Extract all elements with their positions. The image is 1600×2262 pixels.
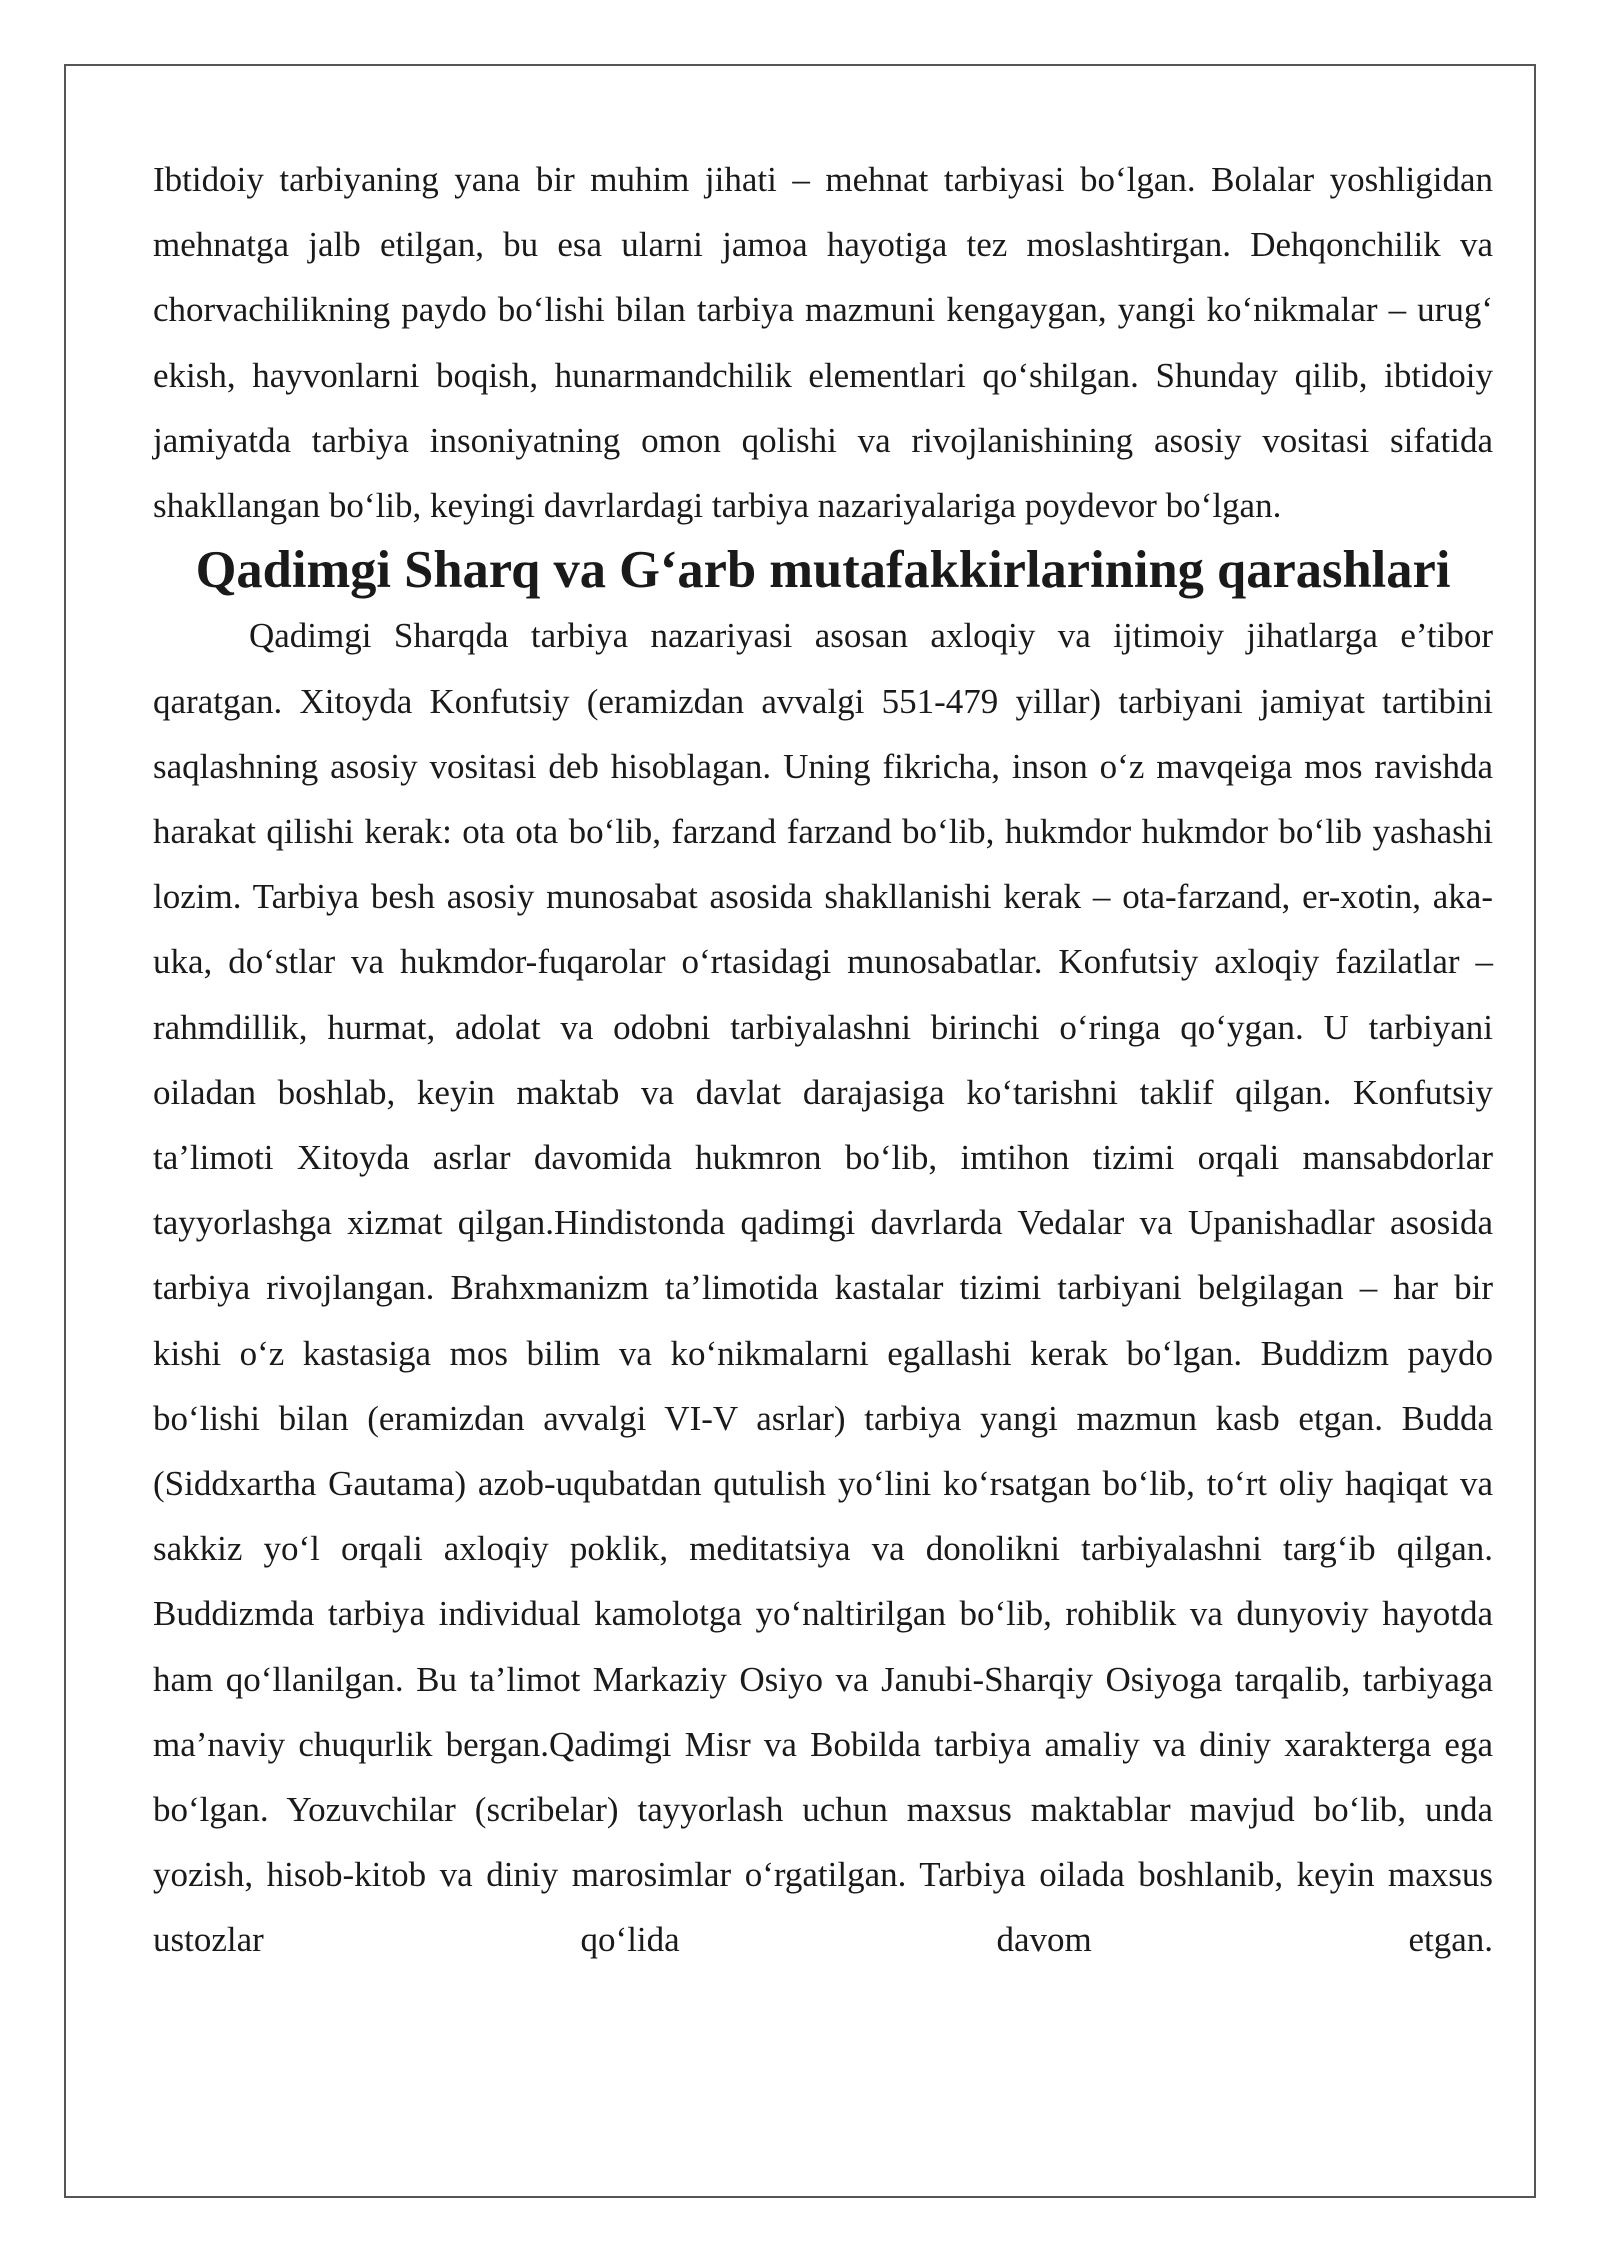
section-heading: Qadimgi Sharq va G‘arb mutafakkirlarining qarashlari [195,541,1451,600]
paragraph-ancient-east: Qadimgi Sharqda tarbiya nazariyasi asosan axloqiy va ijtimoiy jihatlarga e’tibor qaratgan. Xitoyda Konfutsiy (eramizdan avvalgi 551-479 yillar) tarbiyani jamiyat tartibini saqlashning asosiy vositasi deb hisoblagan. Uning fikricha, inson o‘z mavqeiga mos ravishda harakat qilishi kerak: ota ota bo‘lib, farzand farzand bo‘lib, hukmdor hukmdor bo‘lib yashashi lozim. Tarbiya besh asosiy munosabat asosida shakllanishi kerak – ota-farzand, er-xotin, aka-uka, do‘stlar va hukmdor-fuqarolar o‘rtasidagi munosabatlar. Konfutsiy axloqiy fazilatlar – rahmdillik, hurmat, adolat va odobni tarbiyalashni birinchi o‘ringa qo‘ygan. U tarbiyani oiladan boshlab, keyin maktab va davlat darajasiga ko‘tarishni taklif qilgan. Konfutsiy ta’limoti Xitoyda asrlar davomida hukmron bo‘lib, imtihon tizimi orqali mansabdorlar tayyorlashga xizmat qilgan.Hindistonda qadimgi davrlarda Vedalar va Upanishadlar asosida tarbiya rivojlangan. Brahxmanizm ta’limotida kastalar tizimi tarbiyani belgilagan – har bir kishi o‘z kastasiga mos bilim va ko‘nikmalarni egallashi kerak bo‘lgan. Buddizm paydo bo‘lishi bilan (eramizdan avvalgi VI-V asrlar) tarbiya yangi mazmun kasb etgan. Budda (Siddxartha Gautama) azob-uqubatdan qutulish yo‘lini ko‘rsatgan bo‘lib, to‘rt oliy haqiqat va sakkiz yo‘l orqali axloqiy poklik, meditatsiya va donolikni tarbiyalashni targ‘ib qilgan. Buddizmda tarbiya individual kamolotga yo‘naltirilgan bo‘lib, rohiblik va dunyoviy hayotda ham qo‘llanilgan. Bu ta’limot Markaziy Osiyo va Janubi-Sharqiy Osiyoga tarqalib, tarbiyaga ma’naviy chuqurlik bergan.Qadimgi Misr va Bobilda tarbiya amaliy va diniy xarakterga ega bo‘lgan. Yozuvchilar (scribelar) tayyorlash uchun maxsus maktablar mavjud bo‘lib, unda yozish, hisob-kitob va diniy marosimlar o‘rgatilgan. Tarbiya oilada boshlanib, keyin maxsus ustozlar qo‘lida davom etgan. [153,616,1493,1960]
paragraph-labor-education: Ibtidoiy tarbiyaning yana bir muhim jihati – mehnat tarbiyasi bo‘lgan. Bolalar yoshligidan mehnatga jalb etilgan, bu esa ularni jamoa hayotiga tez moslashtirgan. Dehqonchilik va chorvachilikning paydo bo‘lishi bilan tarbiya mazmuni kengaygan, yangi ko‘nikmalar – urug‘ ekish, hayvonlarni boqish, hunarmandchilik elementlari qo‘shilgan. Shunday qilib, ibtidoiy jamiyatda tarbiya insoniyatning omon qolishi va rivojlanishining asosiy vositasi sifatida shakllangan bo‘lib, keyingi davrlardagi tarbiya nazariyalariga poydevor bo‘lgan. [153,160,1493,526]
document-body [153,147,1493,1973]
